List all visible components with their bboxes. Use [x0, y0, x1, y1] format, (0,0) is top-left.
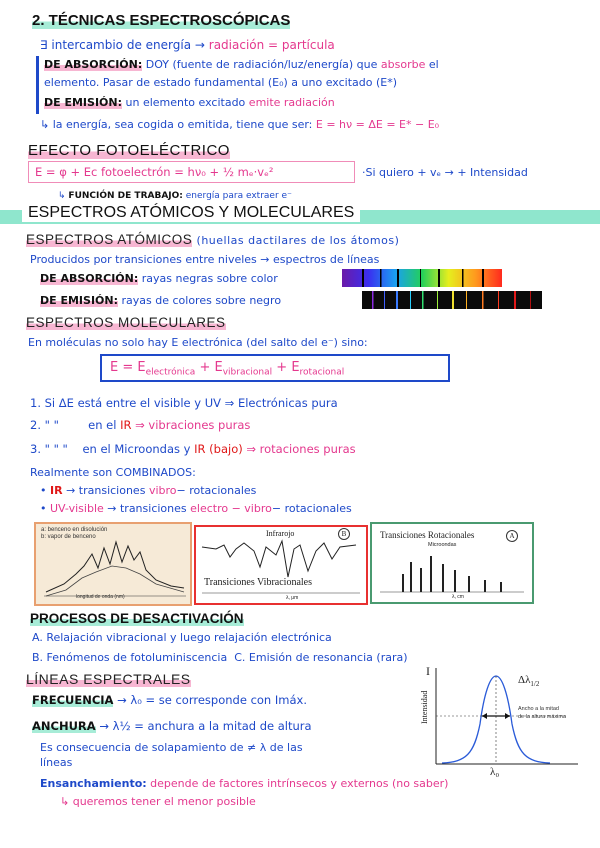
producidos-line: Producidos por transiciones entre niveles → espectros de líneas [30, 253, 380, 266]
item-1: 1. Si ΔE está entre el visible y UV ⇒ Electrónicas pura [30, 396, 338, 410]
arrow-icon: ↳ [40, 118, 50, 131]
emi-spectrum-line: DE EMISIÓN: rayas de colores sobre negro [40, 294, 282, 307]
fig1-curve [36, 524, 190, 604]
comb-uv: • UV-visible → transiciones electro − vibro− rotacionales [40, 502, 352, 515]
fig2-axis: λ, μm [286, 595, 299, 601]
fig2-curve [196, 527, 366, 603]
trabajo-line: ↳ FUNCIÓN DE TRABAJO: energía para extraer e⁻ [58, 191, 292, 201]
desact-a: A. Relajación vibracional y luego relajación electrónica [32, 631, 332, 644]
moleculares-line: En moléculas no solo hay E electrónica (del salto del e⁻) sino: [28, 336, 368, 349]
moleculares-title: ESPECTROS MOLECULARES [26, 315, 226, 330]
fig-uv-benceno [34, 522, 192, 606]
intercambio-line: ∃ intercambio de energía → radiación = partícula [40, 38, 335, 52]
energy-line: ↳ la energía, sea cogida o emitida, tiene que ser: E = hν = ΔE = E* − E₀ [40, 118, 440, 131]
graph-note: Ancho a la mitad de la altura máxima [518, 706, 566, 720]
desact-b: B. Fenómenos de fotoluminiscencia C. Emisión de resonancia (rara) [32, 651, 408, 664]
bracket-line [36, 56, 39, 114]
fig1-label-a: a: benceno en disolución [41, 527, 108, 533]
fig3-title: Transiciones Rotacionales [380, 530, 475, 540]
fig1-axis: longitud de onda (nm) [76, 594, 125, 600]
graph-i-label: I [426, 664, 430, 678]
fig3-circle-label: A [506, 530, 518, 542]
section-title-tecnicas: 2. TÉCNICAS ESPECTROSCÓPICAS [32, 12, 291, 29]
abs-spectrum-line: DE ABSORCIÓN: rayas negras sobre color [40, 272, 278, 285]
fig-infrarojo [194, 525, 368, 605]
item-2: 2. " " en el IR ⇒ vibraciones puras [30, 418, 251, 432]
absorcion-line: DE ABSORCIÓN: DOY (fuente de radiación/luz/energía) que absorbe el [44, 58, 439, 71]
line-profile-graph [418, 664, 588, 780]
anchura-line: ANCHURA → λ½ = anchura a la mitad de altura [32, 719, 312, 733]
energy-sum-box [100, 354, 450, 382]
fig3-sub: Microondas [428, 542, 457, 548]
fig2-label: Transiciones Vibracionales [204, 577, 312, 588]
emission-spectrum [362, 291, 542, 309]
fig2-title: Infrarojo [266, 529, 295, 538]
absorcion-line-2: elemento. Pasar de estado fundamental (E₀) a uno excitado (E*) [44, 76, 398, 89]
comb-ir: • IR → transiciones vibro− rotacionales [40, 484, 257, 497]
graph-lambda0: λ₀ [490, 766, 500, 778]
desact-title: PROCESOS DE DESACTIVACIÓN [30, 611, 244, 626]
fig3-bars [372, 524, 532, 602]
emision-line: DE EMISIÓN: un elemento excitado emite radiación [44, 96, 335, 109]
consecuencia-line: Es consecuencia de solapamiento de ≠ λ de las [40, 741, 303, 754]
espectros-title: ESPECTROS ATÓMICOS Y MOLECULARES [22, 204, 360, 222]
ensanchamiento-line: Ensanchamiento: depende de factores intrínsecos y externos (no saber) [40, 777, 449, 790]
formula-box: E = φ + Ec fotoelectrón = hν₀ + ½ mₑ·vₑ² [28, 161, 355, 183]
energy-sum-formula: $E = E_{electrónica} + E_{vibracional} + E_{rotacional}$ [110, 360, 345, 378]
frecuencia-line: FRECUENCIA → λ₀ = se corresponde con Imáx. [32, 693, 307, 707]
efecto-title: EFECTO FOTOELÉCTRICO [28, 142, 230, 159]
lineas-title: LÍNEAS ESPECTRALES [26, 671, 191, 687]
arrow-icon: ↳ [58, 191, 66, 201]
graph-intensidad-label: Intensidad [420, 690, 429, 724]
graph-delta-label: $\Delta\lambda_{1/2}$ [518, 674, 540, 689]
item-3: 3. " " " en el Microondas y IR (bajo) ⇒ rotaciones puras [30, 442, 356, 456]
ensanchamiento-line-2: ↳ queremos tener el menor posible [60, 795, 256, 808]
fig1-label-b: b: vapor de benceno [41, 534, 96, 540]
fig-rotacionales [370, 522, 534, 604]
intensidad-note: ·Si quiero + vₑ → + Intensidad [362, 166, 528, 179]
fig3-axis: λ, cm [452, 594, 464, 600]
consecuencia-line-2: líneas [40, 756, 73, 769]
absorption-spectrum [342, 269, 502, 287]
combinados-line: Realmente son COMBINADOS: [30, 466, 196, 479]
atomicos-title: ESPECTROS ATÓMICOS (huellas dactilares de los átomos) [26, 232, 400, 247]
fig2-circle-label: B [338, 528, 350, 540]
